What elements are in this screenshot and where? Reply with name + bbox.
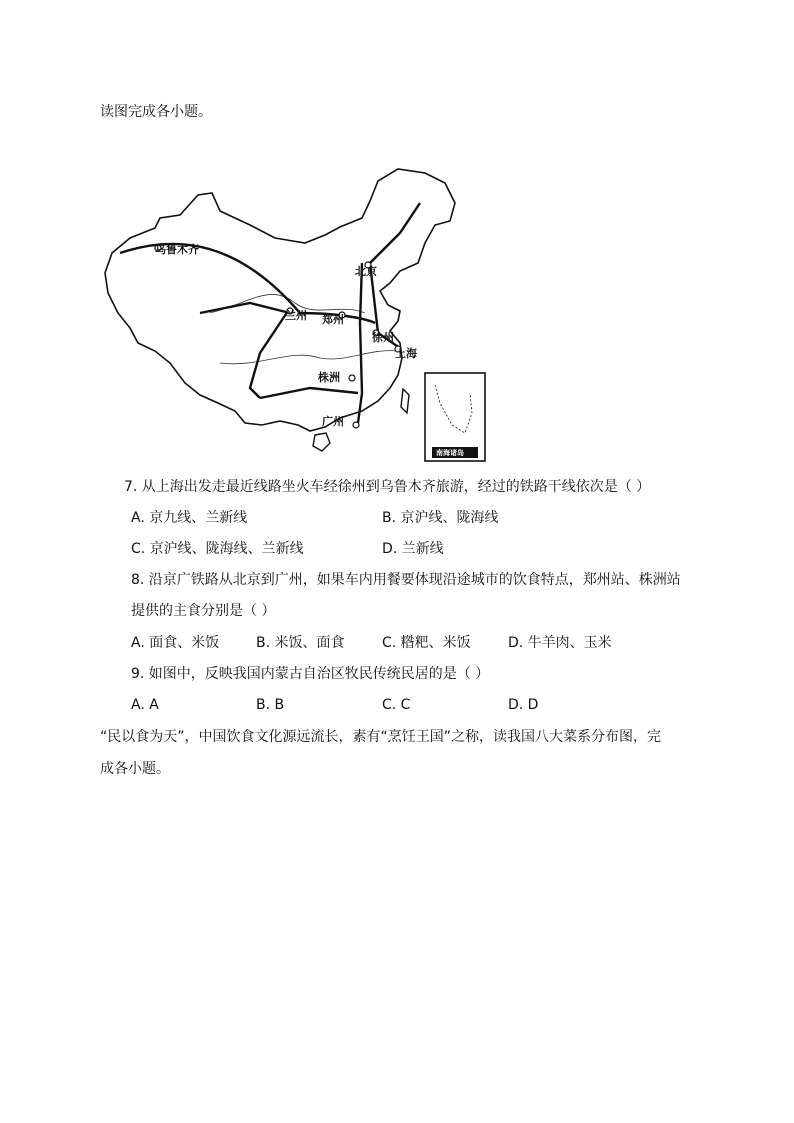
china-railway-map [100,163,500,463]
taiwan-island [401,389,409,413]
intro-text-2-line1: “民以食为天”，中国饮食文化源远流长，素有“烹饪王国”之称，读我国八大菜系分布图，完 [100,729,662,745]
city-label-guangzhou: 广州 [322,415,344,428]
question-7-option-d: D. 兰新线 [382,541,444,557]
inset-label: 南海诸岛 [436,449,464,457]
hainan-island [313,433,330,451]
city-label-urumqi: 乌鲁木齐 [155,243,199,256]
question-8-stem-line2: 提供的主食分别是（ ） [131,603,276,619]
question-7-stem: 7. 从上海出发走最近线路坐火车经徐州到乌鲁木齐旅游，经过的铁路干线依次是（ ） [124,479,651,495]
question-8-option-d: D. 牛羊肉、玉米 [508,635,612,651]
intro-text: 读图完成各小题。 [100,104,212,120]
question-9-option-c: C. C [382,697,411,713]
city-label-zhuzhou: 株洲 [318,371,340,384]
question-8-stem-line1: 8. 沿京广铁路从北京到广州，如果车内用餐要体现沿途城市的饮食特点，郑州站、株洲站 [131,572,681,588]
city-label-shanghai: 上海 [395,347,417,360]
river-changjiang [220,351,398,364]
intro-text-2-line2: 成各小题。 [100,761,170,777]
question-9-option-b: B. B [256,697,285,713]
city-label-xuzhou: 徐州 [372,331,394,344]
question-8-option-c: C. 糌粑、米饭 [382,635,471,651]
question-7-option-b: B. 京沪线、陇海线 [382,510,499,526]
city-label-beijing: 北京 [355,265,377,278]
question-8-option-a: A. 面食、米饭 [131,635,220,651]
question-7-option-a: A. 京九线、兰新线 [131,510,248,526]
question-9-stem: 9. 如图中，反映我国内蒙古自治区牧民传统民居的是（ ） [131,666,490,682]
question-9-option-d: D. D [508,697,539,713]
question-8-option-b: B. 米饭、面食 [256,635,345,651]
question-9-option-a: A. A [131,697,159,713]
city-label-lanzhou: 兰州 [285,309,307,322]
city-label-zhengzhou: 郑州 [322,313,344,326]
question-7-option-c: C. 京沪线、陇海线、兰新线 [131,541,304,557]
